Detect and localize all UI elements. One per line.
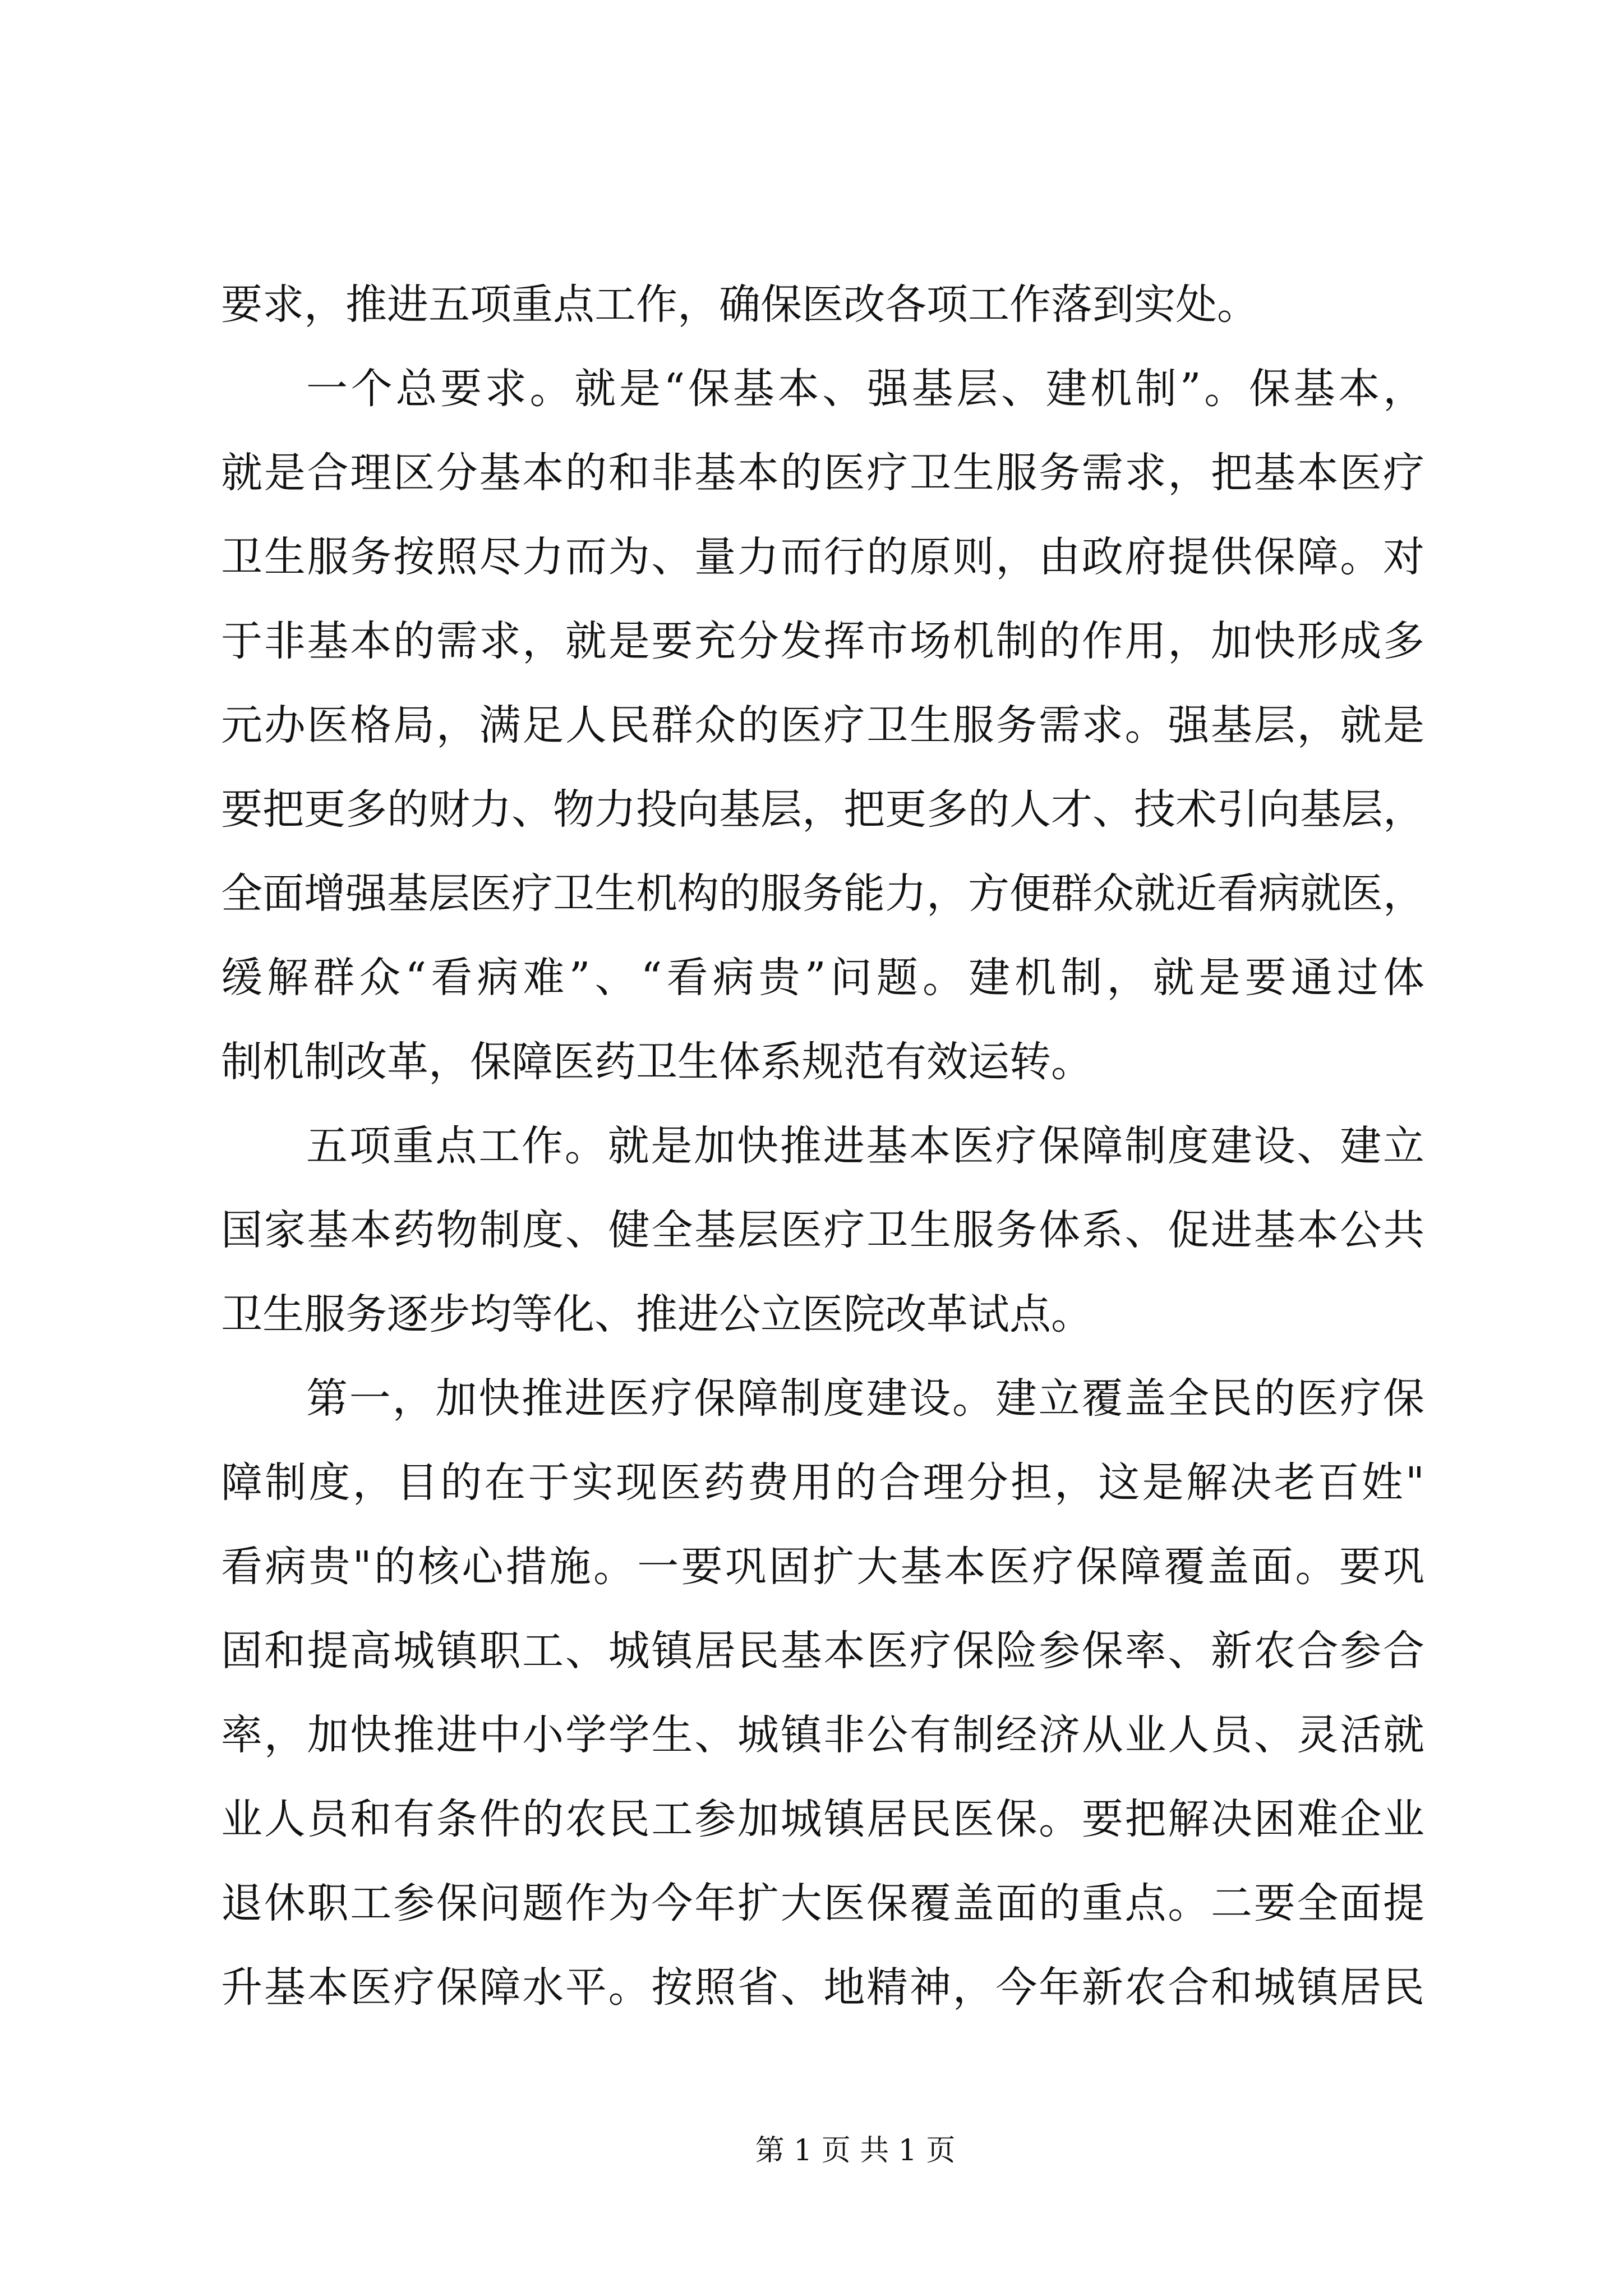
- text-line: 一个总要求。就是“保基本、强基层、建机制”。保基本，: [306, 365, 1424, 413]
- text-line: 制机制改革，保障医药卫生体系规范有效运转。: [221, 1038, 1092, 1086]
- text-line: 缓解群众“看病难”、“看病贵”问题。建机制，就是要通过体: [221, 954, 1424, 1002]
- text-line: 要求，推进五项重点工作，确保医改各项工作落到实处。: [221, 280, 1258, 329]
- text-line: 于非基本的需求，就是要充分发挥市场机制的作用，加快形成多: [221, 617, 1424, 665]
- text-line: 率，加快推进中小学学生、城镇非公有制经济从业人员、灵活就: [221, 1711, 1424, 1759]
- text-line: 卫生服务逐步均等化、推进公立医院改革试点。: [221, 1290, 1092, 1338]
- page-number-footer: 第 1 页 共 1 页: [755, 2134, 956, 2168]
- text-line: 看病贵"的核心措施。一要巩固扩大基本医疗保障覆盖面。要巩: [221, 1543, 1424, 1591]
- text-line: 退休职工参保问题作为今年扩大医保覆盖面的重点。二要全面提: [221, 1879, 1424, 1927]
- text-line: 要把更多的财力、物力投向基层，把更多的人才、技术引向基层，: [221, 785, 1424, 834]
- text-line: 第一，加快推进医疗保障制度建设。建立覆盖全民的医疗保: [306, 1374, 1424, 1423]
- document-body: [221, 263, 1424, 2030]
- text-line: 国家基本药物制度、健全基层医疗卫生服务体系、促进基本公共: [221, 1206, 1424, 1254]
- text-line: 卫生服务按照尽力而为、量力而行的原则，由政府提供保障。对: [221, 533, 1424, 581]
- text-line: 元办医格局，满足人民群众的医疗卫生服务需求。强基层，就是: [221, 701, 1424, 749]
- text-line: 障制度，目的在于实现医药费用的合理分担，这是解决老百姓": [221, 1458, 1424, 1507]
- text-line: 业人员和有条件的农民工参加城镇居民医保。要把解决困难企业: [221, 1795, 1424, 1843]
- text-line: 升基本医疗保障水平。按照省、地精神，今年新农合和城镇居民: [221, 1963, 1424, 2012]
- text-line: 全面增强基层医疗卫生机构的服务能力，方便群众就近看病就医，: [221, 869, 1424, 918]
- text-line: 就是合理区分基本的和非基本的医疗卫生服务需求，把基本医疗: [221, 449, 1424, 497]
- paragraph: [221, 1356, 1424, 2030]
- text-line: 固和提高城镇职工、城镇居民基本医疗保险参保率、新农合参合: [221, 1627, 1424, 1675]
- paragraph: [221, 263, 1424, 347]
- paragraph: [221, 1104, 1424, 1356]
- paragraph: [221, 347, 1424, 1104]
- text-line: 五项重点工作。就是加快推进基本医疗保障制度建设、建立: [306, 1122, 1424, 1170]
